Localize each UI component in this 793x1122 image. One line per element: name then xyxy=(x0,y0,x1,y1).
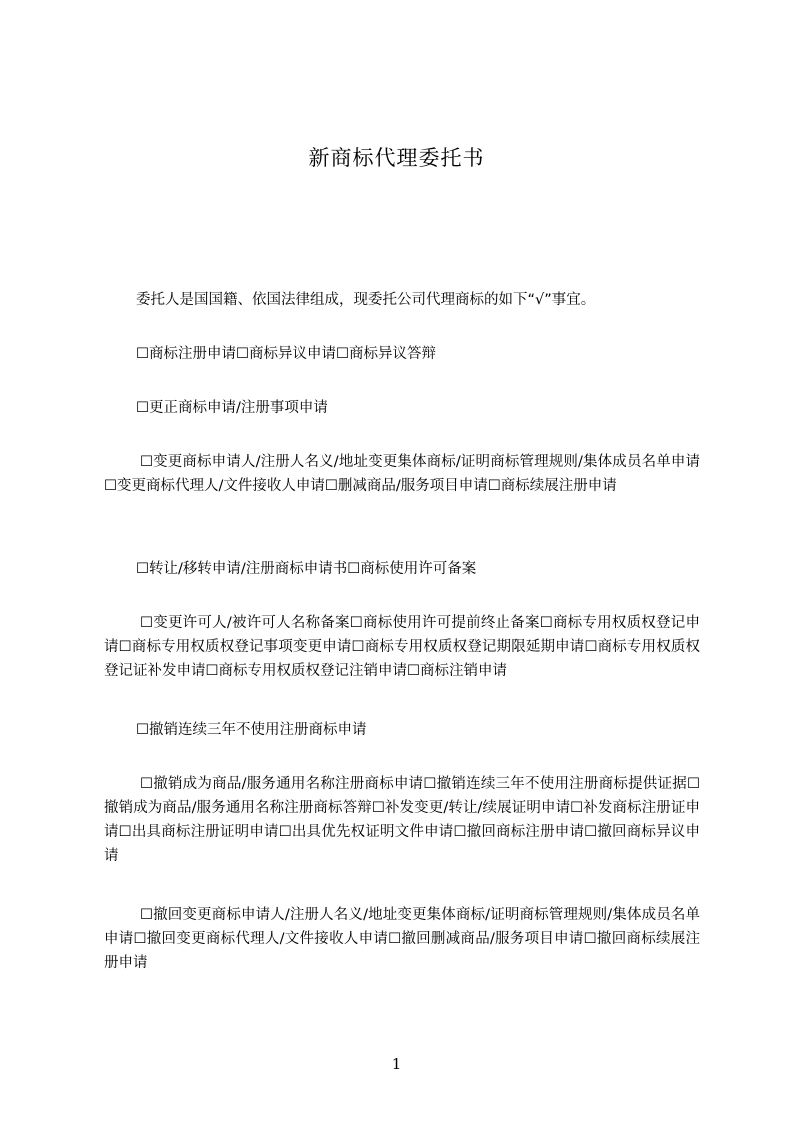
option-block-withdraw: ☐撤回变更商标申请人/注册人名义/地址变更集体商标/证明商标管理规则/集体成员名单申请☐撤回变更商标代理人/文件接收人申请☐撤回删减商品/服务项目申请☐撤回商标续展注册申请 xyxy=(104,907,700,971)
document-title: 新商标代理委托书 xyxy=(308,146,485,170)
option-block-revoke-generic: ☐撤销成为商品/服务通用名称注册商标申请☐撤销连续三年不使用注册商标提供证据☐撤销成为商品/服务通用名称注册商标答辩☐补发变更/转让/续展证明申请☐补发商标注册证申请☐出具商标注册证明申请☐出具优先权证明文件申请☐撤回商标注册申请☐撤回商标异议申请 xyxy=(104,776,700,864)
option-line-trademark-application: ☐商标注册申请☐商标异议申请☐商标异议答辩 xyxy=(136,346,436,362)
option-line-transfer: ☐转让/移转申请/注册商标申请书☐商标使用许可备案 xyxy=(136,561,477,577)
option-line-correction: ☐更正商标申请/注册事项申请 xyxy=(136,400,328,416)
option-block-change-applicant: ☐变更商标申请人/注册人名义/地址变更集体商标/证明商标管理规则/集体成员名单申请☐变更商标代理人/文件接收人申请☐删减商品/服务项目申请☐商标续展注册申请 xyxy=(104,454,700,494)
option-line-revoke-nonuse: ☐撤销连续三年不使用注册商标申请 xyxy=(136,722,367,738)
option-block-license-pledge: ☐变更许可人/被许可人名称备案☐商标使用许可提前终止备案☐商标专用权质权登记申请☐商标专用权质权登记事项变更申请☐商标专用权质权登记期限延期申请☐商标专用权质权登记证补发申请☐商标专用权质权登记注销申请☐商标注销申请 xyxy=(104,615,700,679)
intro-paragraph: 委托人是国国籍、依国法律组成，现委托公司代理商标的如下“√”事宜。 xyxy=(136,292,596,308)
page-number: 1 xyxy=(391,1055,402,1073)
